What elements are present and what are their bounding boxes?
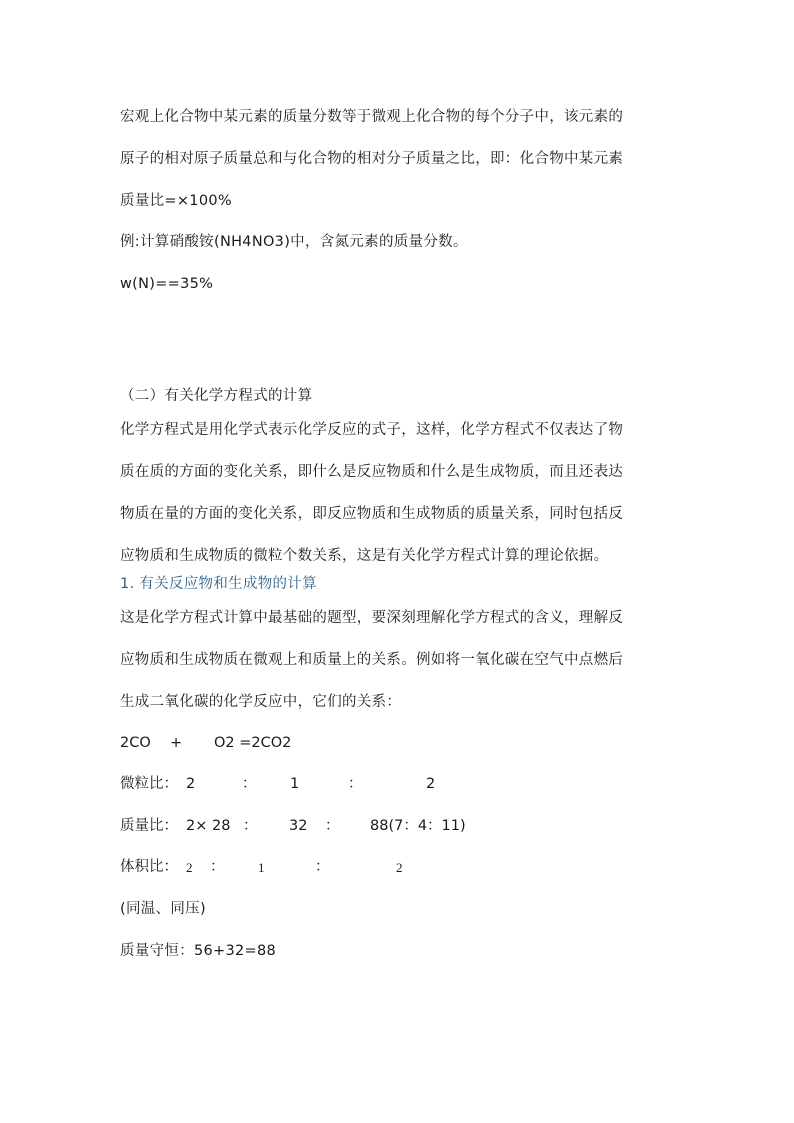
- particle-ratio-value: 2: [186, 776, 196, 792]
- paragraph-line: 宏观上化合物中某元素的质量分数等于微观上化合物的每个分子中，该元素的: [120, 109, 624, 125]
- particle-ratio-value: 1: [290, 776, 300, 792]
- paragraph-line: 物质在量的方面的变化关系，即反应物质和生成物质的质量关系，同时包括反: [120, 506, 624, 522]
- paragraph-line: 质在质的方面的变化关系，即什么是反应物质和什么是生成物质，而且还表达: [120, 464, 624, 480]
- ratio-separator: ：: [243, 818, 258, 834]
- mass-ratio-value: 32: [289, 818, 308, 834]
- example-result: w(N)==35%: [120, 276, 214, 292]
- ratio-separator: ：: [210, 859, 225, 875]
- mass-ratio-label: 质量比：: [120, 818, 178, 834]
- paragraph-line: 应物质和生成物质的微粒个数关系，这是有关化学方程式计算的理论依据。: [120, 548, 609, 564]
- paragraph-line: 原子的相对原子质量总和与化合物的相对分子质量之比，即：化合物中某元素: [120, 151, 624, 167]
- ratio-separator: ：: [348, 776, 363, 792]
- mass-conservation: 质量守恒：56+32=88: [120, 943, 277, 959]
- condition-note: (同温、同压): [120, 901, 206, 917]
- example-label: 例:计算硝酸铵(NH4NO3)中，含氮元素的质量分数。: [120, 234, 468, 250]
- equation-reactant-1: 2CO: [120, 735, 151, 751]
- equation-rest: O2 =2CO2: [214, 735, 292, 751]
- volume-ratio-value: 2: [396, 860, 403, 875]
- mass-ratio-value: 2× 28: [186, 818, 231, 834]
- particle-ratio-label: 微粒比：: [120, 776, 178, 792]
- equation-plus: +: [170, 735, 183, 751]
- subsection-heading: 1. 有关反应物和生成物的计算: [120, 576, 317, 592]
- volume-ratio-value: 2: [186, 860, 193, 875]
- ratio-separator: ：: [325, 818, 340, 834]
- ratio-separator: ：: [242, 776, 257, 792]
- section-heading: （二）有关化学方程式的计算: [120, 388, 313, 404]
- paragraph-line: 应物质和生成物质在微观上和质量上的关系。例如将一氧化碳在空气中点燃后: [120, 652, 624, 668]
- paragraph-line: 这是化学方程式计算中最基础的题型，要深刻理解化学方程式的含义，理解反: [120, 610, 624, 626]
- mass-ratio-value: 88(7：4：11): [370, 818, 466, 834]
- ratio-separator: ：: [315, 859, 330, 875]
- particle-ratio-value: 2: [426, 776, 436, 792]
- paragraph-line: 生成二氧化碳的化学反应中，它们的关系：: [120, 694, 402, 710]
- formula-line: 质量比=×100%: [120, 193, 232, 209]
- volume-ratio-value: 1: [258, 860, 265, 875]
- paragraph-line: 化学方程式是用化学式表示化学反应的式子，这样，化学方程式不仅表达了物: [120, 422, 624, 438]
- volume-ratio-label: 体积比：: [120, 859, 178, 875]
